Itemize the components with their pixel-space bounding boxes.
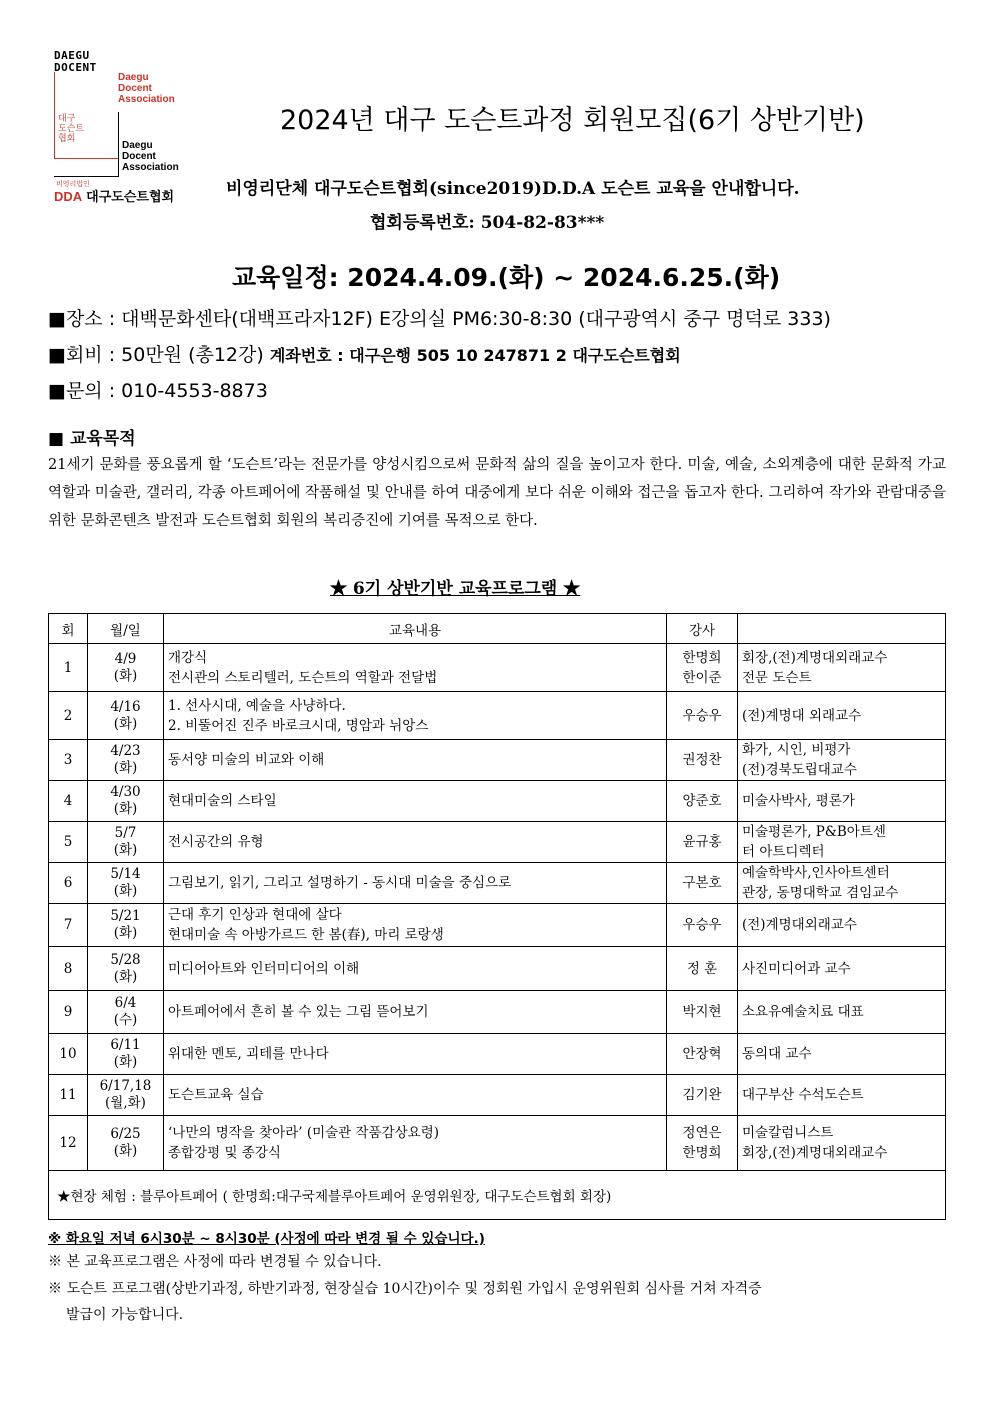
logo-korean-small bbox=[58, 114, 84, 144]
day-text: (화) bbox=[113, 1143, 138, 1159]
content-line: 개강식 bbox=[168, 649, 208, 666]
instructor-name: 권정찬 bbox=[682, 752, 722, 768]
session-number: 6 bbox=[49, 863, 88, 904]
logo-nonprofit-label: 비영리법인 bbox=[56, 180, 90, 188]
date-text: 5/28 bbox=[110, 951, 141, 968]
instructor-name: 김기완 bbox=[682, 1087, 722, 1103]
role-line: 터 아트디렉터 bbox=[742, 844, 825, 860]
date-text: 6/25 bbox=[110, 1126, 141, 1142]
instructor-role bbox=[738, 1116, 946, 1171]
session-date bbox=[88, 822, 164, 863]
info-account: 계좌번호 : 대구은행 505 10 247871 2 대구도슨트협회 bbox=[269, 346, 681, 365]
role-line: 대구부산 수석도슨트 bbox=[742, 1087, 864, 1103]
content-line: 아트페어에서 흔히 볼 수 있는 그림 뜯어보기 bbox=[168, 1004, 429, 1020]
date-text: 6/4 bbox=[114, 995, 137, 1011]
page-title: 2024년 대구 도슨트과정 회원모집(6기 상반기반) bbox=[280, 105, 865, 136]
logo-daegu-docent bbox=[54, 50, 97, 74]
logo-text: Docent bbox=[122, 151, 156, 162]
instructor-role bbox=[738, 644, 946, 692]
subtitle-intro: 비영리단체 대구도슨트협회(since2019)D.D.A 도슨트 교육을 안내합니다. bbox=[226, 179, 800, 199]
session-instructor bbox=[667, 991, 738, 1034]
date-text: 5/7 bbox=[114, 825, 137, 841]
day-text: (화) bbox=[113, 925, 138, 941]
role-line: 미술사박사, 평론가 bbox=[742, 793, 855, 809]
instructor-name: 우승우 bbox=[682, 917, 722, 933]
role-line: 회장,(전)계명대외래교수 bbox=[742, 649, 888, 666]
content-line: 전시공간의 유형 bbox=[168, 834, 264, 850]
table-row bbox=[49, 692, 946, 740]
date-text: 4/16 bbox=[110, 698, 141, 715]
content-line: 위대한 멘토, 괴테를 만나다 bbox=[168, 1046, 329, 1062]
role-line: (전)경북도립대교수 bbox=[742, 762, 857, 778]
session-instructor bbox=[667, 1034, 738, 1075]
table-row bbox=[49, 947, 946, 991]
date-text: 5/14 bbox=[110, 866, 141, 882]
session-content bbox=[164, 822, 667, 863]
table-row bbox=[49, 740, 946, 781]
logo-text: Daegu bbox=[118, 72, 149, 83]
day-text: (화) bbox=[113, 1054, 138, 1070]
session-date bbox=[88, 1075, 164, 1116]
day-text: (화) bbox=[113, 883, 138, 899]
session-content bbox=[164, 863, 667, 904]
date-text: 4/30 bbox=[110, 784, 141, 800]
program-table bbox=[48, 613, 946, 1220]
role-line: 미술칼럼니스트 bbox=[742, 1125, 834, 1141]
session-content bbox=[164, 1116, 667, 1171]
session-instructor bbox=[667, 740, 738, 781]
table-row bbox=[49, 822, 946, 863]
role-line: 관장, 동명대학교 겸임교수 bbox=[742, 885, 899, 901]
table-row bbox=[49, 644, 946, 692]
session-content bbox=[164, 692, 667, 740]
info-contact: ■문의 : 010-4553-8873 bbox=[48, 380, 268, 402]
session-number: 5 bbox=[49, 822, 88, 863]
content-line: 현대미술 속 아방가르드 한 봄(春), 마리 로랑생 bbox=[168, 927, 444, 943]
table-header-row bbox=[49, 614, 946, 644]
role-line: (전)계명대 외래교수 bbox=[742, 707, 862, 724]
logo-footer bbox=[54, 186, 174, 205]
day-text: (화) bbox=[113, 760, 138, 776]
session-date bbox=[88, 991, 164, 1034]
instructor-role bbox=[738, 1075, 946, 1116]
session-content bbox=[164, 1034, 667, 1075]
role-line: 전문 도슨트 bbox=[742, 669, 812, 686]
session-number: 10 bbox=[49, 1034, 88, 1075]
subtitle-registration: 협회등록번호: 504-82-83*** bbox=[370, 213, 605, 233]
session-date bbox=[88, 947, 164, 991]
logo-association-red bbox=[118, 72, 175, 105]
logo-text: 협회 bbox=[58, 134, 76, 144]
session-number: 11 bbox=[49, 1075, 88, 1116]
instructor-role bbox=[738, 991, 946, 1034]
logo-text: Docent bbox=[118, 83, 152, 94]
logo-text: 대구 bbox=[58, 114, 76, 124]
note-time: ※ 화요일 저녁 6시30분 ~ 8시30분 (사정에 따라 변경 될 수 있습니다.) bbox=[48, 1231, 485, 1247]
instructor-role bbox=[738, 1034, 946, 1075]
session-date bbox=[88, 1116, 164, 1171]
content-line: 도슨트교육 실습 bbox=[168, 1087, 264, 1103]
association-logo bbox=[52, 48, 192, 208]
session-date bbox=[88, 863, 164, 904]
role-line: (전)계명대외래교수 bbox=[742, 917, 857, 933]
session-content bbox=[164, 904, 667, 947]
table-row bbox=[49, 904, 946, 947]
logo-text: 도슨트 bbox=[58, 124, 85, 134]
role-line: 화가, 시인, 비평가 bbox=[742, 742, 851, 758]
session-instructor bbox=[667, 692, 738, 740]
date-text: 4/23 bbox=[110, 743, 141, 759]
session-instructor bbox=[667, 1075, 738, 1116]
instructor-name: 한명희 bbox=[682, 1145, 722, 1161]
instructor-role bbox=[738, 740, 946, 781]
day-text: (화) bbox=[113, 667, 138, 684]
header-no: 회 bbox=[49, 614, 88, 644]
logo-text: DOCENT bbox=[54, 61, 97, 74]
session-date bbox=[88, 781, 164, 822]
day-text: (화) bbox=[113, 842, 138, 858]
session-content bbox=[164, 947, 667, 991]
session-number: 3 bbox=[49, 740, 88, 781]
session-number: 1 bbox=[49, 644, 88, 692]
session-instructor bbox=[667, 947, 738, 991]
instructor-name: 한명희 bbox=[682, 649, 722, 666]
role-line: 소요유예술치료 대표 bbox=[742, 1004, 864, 1020]
session-date bbox=[88, 904, 164, 947]
logo-text: DAEGU bbox=[54, 49, 90, 62]
instructor-role bbox=[738, 692, 946, 740]
logo-text: Daegu bbox=[122, 140, 153, 151]
content-line: 종합강평 및 종강식 bbox=[168, 1145, 281, 1161]
note-change: ※ 본 교육프로그램은 사정에 따라 변경될 수 있습니다. bbox=[48, 1254, 382, 1270]
session-content bbox=[164, 644, 667, 692]
logo-abbr: DDA bbox=[54, 189, 83, 204]
session-number: 7 bbox=[49, 904, 88, 947]
header-content: 교육내용 bbox=[164, 614, 667, 644]
table-row bbox=[49, 991, 946, 1034]
session-date bbox=[88, 740, 164, 781]
day-text: (화) bbox=[113, 715, 138, 732]
logo-name: 대구도슨트협회 bbox=[86, 190, 175, 205]
session-date bbox=[88, 692, 164, 740]
session-instructor bbox=[667, 904, 738, 947]
note-certificate-cont: 발급이 가능합니다. bbox=[66, 1307, 184, 1323]
purpose-text: 21세기 문화를 풍요롭게 할 ‘도슨트’라는 전문가를 양성시킴으로써 문화적 삶의 질을 높이고자 한다. 미술, 예술, 소외계층에 대한 문화적 가교역할과 미술관, 갤러리, 각종 아트페어에 작품해설 및 안내를 하여 대중에게 보다 쉬운 이해와 접근을 돕고자 한다. 그리하여 작가와 관람대중을 위한 문화콘텐츠 발전과 도슨트협회 회원의 복리증진에 기여를 목적으로 한다. bbox=[48, 457, 946, 529]
session-instructor bbox=[667, 644, 738, 692]
content-line: 근대 후기 인상과 현대에 살다 bbox=[168, 907, 342, 923]
instructor-role bbox=[738, 947, 946, 991]
instructor-name: 구본호 bbox=[682, 875, 722, 891]
header-role bbox=[738, 614, 946, 644]
instructor-role bbox=[738, 904, 946, 947]
role-line: 예술학박사,인사아트센터 bbox=[742, 865, 890, 881]
day-text: (월,화) bbox=[105, 1095, 146, 1111]
session-content bbox=[164, 781, 667, 822]
content-line: 현대미술의 스타일 bbox=[168, 793, 277, 809]
session-content bbox=[164, 740, 667, 781]
session-number: 8 bbox=[49, 947, 88, 991]
header-date: 월/일 bbox=[88, 614, 164, 644]
role-line: 미술평론가, P&B아트센 bbox=[742, 824, 886, 840]
instructor-role bbox=[738, 863, 946, 904]
session-date bbox=[88, 644, 164, 692]
purpose-heading: ■ 교육목적 bbox=[48, 429, 136, 449]
role-line: 회장,(전)계명대외래교수 bbox=[742, 1145, 888, 1161]
role-line: 사진미디어과 교수 bbox=[742, 960, 851, 977]
day-text: (화) bbox=[113, 968, 138, 985]
date-text: 5/21 bbox=[110, 908, 141, 924]
instructor-name: 안장혁 bbox=[682, 1046, 722, 1062]
session-instructor bbox=[667, 863, 738, 904]
table-row bbox=[49, 1034, 946, 1075]
table-row bbox=[49, 1075, 946, 1116]
date-text: 6/17,18 bbox=[99, 1078, 152, 1094]
content-line: 동서양 미술의 비교와 이해 bbox=[168, 752, 325, 768]
info-fee: ■회비 : 50만원 (총12강) bbox=[48, 344, 264, 366]
info-place: ■장소 : 대백문화센타(대백프라자12F) E강의실 PM6:30-8:30 (대구광역시 중구 명덕로 333) bbox=[48, 308, 831, 330]
session-number: 2 bbox=[49, 692, 88, 740]
instructor-role bbox=[738, 781, 946, 822]
date-text: 6/11 bbox=[110, 1037, 141, 1053]
session-instructor bbox=[667, 1116, 738, 1171]
day-text: (수) bbox=[113, 1012, 138, 1028]
logo-text: Association bbox=[122, 162, 179, 173]
day-text: (화) bbox=[113, 801, 138, 817]
table-footer-row bbox=[49, 1171, 946, 1220]
field-experience-note: ★현장 체험 : 블루아트페어 ( 한명희:대구국제블루아트페어 운영위원장, 대구도슨트협회 회장) bbox=[49, 1171, 946, 1220]
instructor-name: 양준호 bbox=[682, 793, 722, 809]
logo-text: Association bbox=[118, 94, 175, 105]
session-number: 4 bbox=[49, 781, 88, 822]
session-content bbox=[164, 1075, 667, 1116]
session-number: 9 bbox=[49, 991, 88, 1034]
session-number: 12 bbox=[49, 1116, 88, 1171]
content-line: 2. 비뚤어진 진주 바로크시대, 명암과 뉘앙스 bbox=[168, 717, 429, 734]
schedule-heading: 교육일정: 2024.4.09.(화) ~ 2024.6.25.(화) bbox=[232, 263, 781, 292]
content-line: 미디어아트와 인터미디어의 이해 bbox=[168, 960, 360, 977]
table-row bbox=[49, 863, 946, 904]
instructor-name: 박지현 bbox=[682, 1004, 722, 1020]
instructor-name: 우승우 bbox=[682, 707, 722, 724]
instructor-name: 한이준 bbox=[682, 669, 722, 686]
instructor-name: 정 훈 bbox=[686, 960, 718, 977]
program-title: ★ 6기 상반기반 교육프로그램 ★ bbox=[330, 579, 581, 599]
header-instructor: 강사 bbox=[667, 614, 738, 644]
table-row bbox=[49, 781, 946, 822]
table-row bbox=[49, 1116, 946, 1171]
session-date bbox=[88, 1034, 164, 1075]
logo-association-black bbox=[122, 140, 179, 173]
session-instructor bbox=[667, 781, 738, 822]
content-line: 전시관의 스토리텔러, 도슨트의 역할과 전달법 bbox=[168, 669, 438, 686]
session-content bbox=[164, 991, 667, 1034]
instructor-name: 정연은 bbox=[682, 1125, 722, 1141]
session-instructor bbox=[667, 822, 738, 863]
date-text: 4/9 bbox=[114, 650, 137, 667]
instructor-name: 윤규홍 bbox=[682, 834, 722, 850]
content-line: 1. 선사시대, 예술을 사냥하다. bbox=[168, 697, 346, 714]
content-line: 그림보기, 읽기, 그리고 설명하기 - 동시대 미술을 중심으로 bbox=[168, 875, 512, 891]
info-fee-row bbox=[48, 340, 681, 367]
note-certificate: ※ 도슨트 프로그램(상반기과정, 하반기과정, 현장실습 10시간)이수 및 정회원 가입시 운영위원회 심사를 거쳐 자격증 bbox=[48, 1281, 762, 1297]
role-line: 동의대 교수 bbox=[742, 1046, 812, 1062]
instructor-role bbox=[738, 822, 946, 863]
content-line: ‘나만의 명작을 찾아라’ (미술관 작품감상요령) bbox=[168, 1125, 440, 1141]
